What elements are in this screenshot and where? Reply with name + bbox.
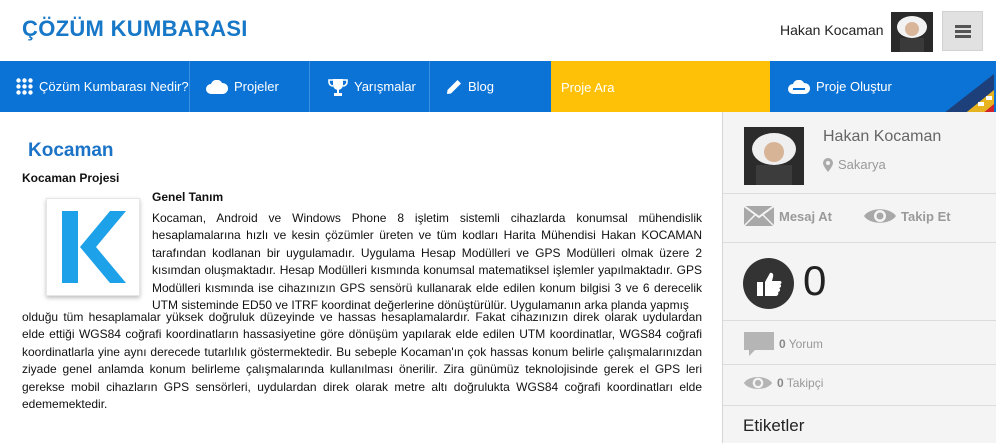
comment-count: 0 (779, 337, 786, 351)
nav-label-blog: Blog (468, 79, 495, 94)
owner-location (823, 157, 886, 172)
tags-heading: Etiketler (743, 416, 805, 435)
follower-label: Takipçi (786, 376, 824, 390)
eye-icon (743, 373, 773, 393)
menu-button[interactable] (942, 11, 983, 51)
nav-label-contests: Yarışmalar (354, 79, 416, 94)
nav-label-projects: Projeler (234, 79, 279, 94)
divider (723, 364, 996, 365)
description-paragraph-bottom: olduğu tüm hesaplamalar yüksek doğruluk düzeyinde ve hassas hesaplamalardır. Fakat cihazınızın direk olarak uydulardan elde ettiği WGS84 coğrafi koordinatların hassasiyetine göre dönüşüm yapılarak elde edilen UTM koordinatlar, WGS84 coğrafi koordinatlarla yine aynı derecede tutarlılık göstermektedir. Bu sebeple Kocaman'ın çok hassas konum belirle çalışmalarınızdan ziyade genel anlamda konum belirleme çalışmalarında kullanılması önerilir. Zira günümüz teknolojisinde gerek el GPS leri gerekse mobil cihazların GPS sensörleri, uydulardan direk olarak metre altı doğrulukta WGS84 coğrafi koordinatları elde edememektedir. (22, 310, 702, 412)
send-message-label: Mesaj At (779, 208, 832, 224)
search-input[interactable] (561, 76, 721, 98)
page-title: Kocaman (28, 140, 114, 161)
send-message-button[interactable] (743, 205, 832, 227)
follow-label: Takip Et (901, 208, 951, 224)
owner-name[interactable]: Hakan Kocaman (823, 128, 942, 145)
profile-sidebar (722, 112, 996, 443)
follow-button[interactable] (863, 205, 951, 227)
site-logo[interactable]: ÇÖZÜM KUMBARASI (22, 16, 248, 41)
divider (723, 320, 996, 321)
app-logo (46, 198, 140, 296)
nav-item-projects[interactable] (190, 61, 310, 112)
section-heading: Genel Tanım (152, 190, 224, 204)
envelope-icon (743, 205, 775, 227)
description-paragraph-top: Kocaman, Android ve Windows Phone 8 işletim sistemli cihazlarda konumsal mühendislik hesaplamalarına hızlı ve kesin çözümler üreten ve tüm kodları Harita Mühendisi Hakan KOCAMAN tarafından kodlanan bir uygulamadır. Uygulama Hesap Modülleri ve GPS Modülleri olmak üzere 2 kısımdan oluşmaktadır. Hesap Modülleri kısmında konumsal matematiksel işlemler yapılmaktadır. GPS Modülleri kısmında ise cihazınızın GPS sensörü kullanarak elde edilen konum bilgisi 3 ve 6 derecelik UTM sisteminde ED50 ve ITRF koordinat değerlerine dönüştürülür. Uygulamanın arka planda yapmış (152, 211, 702, 313)
search-icon[interactable] (733, 14, 757, 38)
nav-item-contests[interactable] (310, 61, 430, 112)
divider (723, 193, 996, 194)
grid-icon (16, 78, 33, 95)
trophy-icon (328, 78, 348, 96)
user-name[interactable]: Hakan Kocaman (780, 22, 884, 38)
search-box[interactable] (551, 61, 770, 112)
location-label: Sakarya (838, 157, 886, 172)
main-nav (0, 61, 996, 112)
follower-stat[interactable] (743, 373, 823, 393)
nav-item-about[interactable] (0, 61, 190, 112)
thumbs-up-icon (755, 270, 783, 298)
comment-stat[interactable] (743, 331, 823, 357)
nav-item-create-project[interactable] (770, 61, 930, 112)
user-avatar[interactable] (891, 12, 933, 52)
comment-label: Yorum (788, 337, 823, 351)
nav-label-create-project: Proje Oluştur (816, 79, 892, 94)
main-content (0, 112, 722, 443)
pencil-icon (446, 79, 462, 95)
header (0, 0, 996, 61)
cloud-icon (206, 80, 228, 94)
divider (723, 405, 996, 406)
divider (723, 242, 996, 243)
hamburger-icon (955, 25, 971, 38)
project-subtitle: Kocaman Projesi (22, 171, 120, 185)
like-count: 0 (803, 257, 827, 304)
eye-icon (863, 205, 897, 227)
nav-item-blog[interactable] (430, 61, 551, 112)
map-pin-icon (823, 158, 833, 172)
comment-icon (743, 331, 775, 357)
nav-label-about: Çözüm Kumbarası Nedir? (39, 79, 189, 94)
like-button[interactable] (743, 258, 794, 309)
follower-count: 0 (777, 376, 784, 390)
cloud-upload-icon (788, 80, 810, 94)
owner-avatar[interactable] (744, 127, 804, 185)
